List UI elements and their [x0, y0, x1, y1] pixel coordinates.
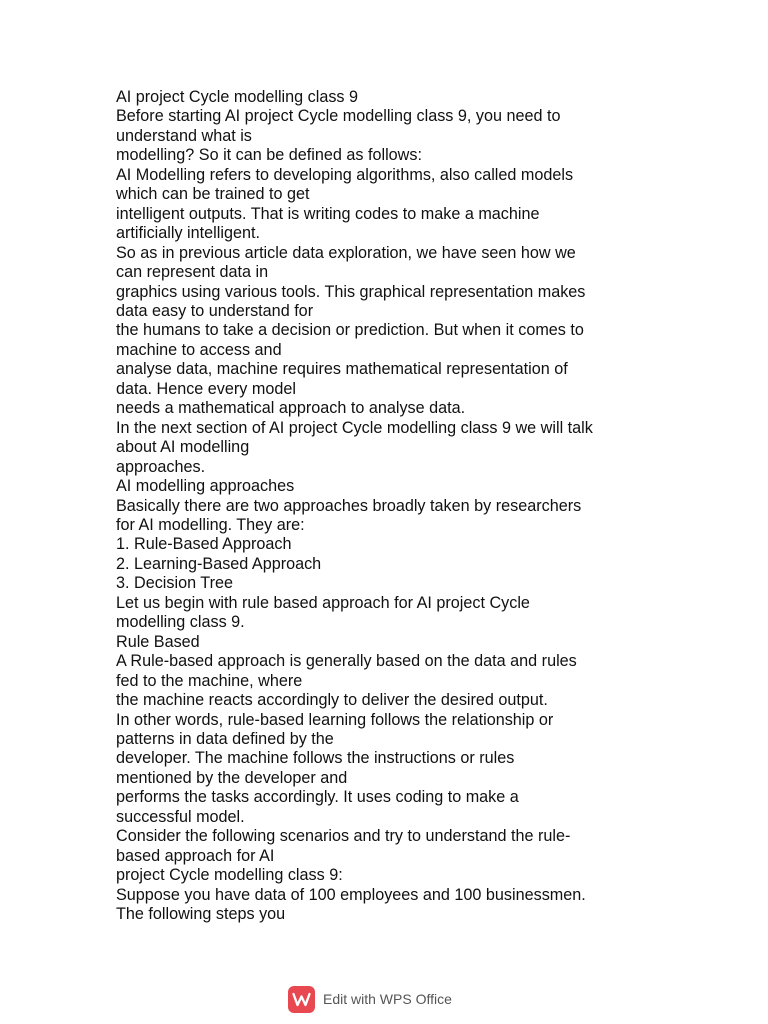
text-line: analyse data, machine requires mathematical representation of [116, 360, 568, 379]
text-line: developer. The machine follows the instructions or rules [116, 749, 515, 768]
wps-office-icon [288, 986, 315, 1013]
text-line: Let us begin with rule based approach for AI project Cycle [116, 593, 530, 612]
text-line: Basically there are two approaches broadly taken by researchers [116, 496, 582, 515]
section-heading-rule-based: Rule Based [116, 632, 200, 651]
text-line: modelling class 9. [116, 613, 245, 632]
document-title: AI project Cycle modelling class 9 [116, 88, 359, 106]
text-line: In the next section of AI project Cycle modelling class 9 we will talk [116, 418, 593, 437]
text-line: data easy to understand for [116, 301, 314, 320]
list-item: 2. Learning-Based Approach [116, 554, 322, 573]
text-line: project Cycle modelling class 9: [116, 866, 343, 885]
text-line: which can be trained to get [116, 185, 310, 204]
text-line: based approach for AI [116, 846, 275, 865]
text-line: about AI modelling [116, 438, 250, 457]
text-line: can represent data in [116, 263, 269, 282]
text-line: fed to the machine, where [116, 671, 303, 690]
text-line: for AI modelling. They are: [116, 515, 305, 534]
text-line: Before starting AI project Cycle modelling class 9, you need to [116, 107, 561, 126]
text-line: needs a mathematical approach to analyse data. [116, 399, 466, 418]
text-line: So as in previous article data exploration, we have seen how we [116, 243, 576, 262]
text-line: Suppose you have data of 100 employees and 100 businessmen. [116, 885, 586, 904]
text-line: the humans to take a decision or prediction. But when it comes to [116, 321, 584, 340]
text-line: AI Modelling refers to developing algorithms, also called models [116, 165, 574, 184]
text-line: mentioned by the developer and [116, 768, 348, 787]
text-line: the machine reacts accordingly to deliver the desired output. [116, 691, 548, 710]
text-line: machine to access and [116, 340, 282, 359]
text-line: approaches. [116, 457, 206, 476]
text-line: In other words, rule-based learning follows the relationship or [116, 710, 554, 729]
document-body [116, 88, 676, 924]
text-line: data. Hence every model [116, 379, 296, 398]
text-line: The following steps you [116, 905, 286, 924]
text-line: intelligent outputs. That is writing codes to make a machine [116, 204, 540, 223]
text-line: successful model. [116, 807, 245, 826]
wps-edit-link[interactable] [288, 985, 452, 1013]
text-line: performs the tasks accordingly. It uses coding to make a [116, 788, 519, 807]
text-line: patterns in data defined by the [116, 729, 334, 748]
text-line: Consider the following scenarios and try to understand the rule- [116, 827, 571, 846]
list-item: 3. Decision Tree [116, 574, 233, 593]
section-heading-ai-modelling-approaches: AI modelling approaches [116, 477, 295, 496]
list-item: 1. Rule-Based Approach [116, 535, 292, 554]
text-line: graphics using various tools. This graphical representation makes [116, 282, 586, 301]
text-line: A Rule-based approach is generally based on the data and rules [116, 652, 577, 671]
text-line: artificially intelligent. [116, 224, 260, 243]
wps-edit-label: Edit with WPS Office [323, 991, 452, 1007]
text-line: modelling? So it can be defined as follows: [116, 146, 422, 165]
text-line: understand what is [116, 126, 252, 145]
